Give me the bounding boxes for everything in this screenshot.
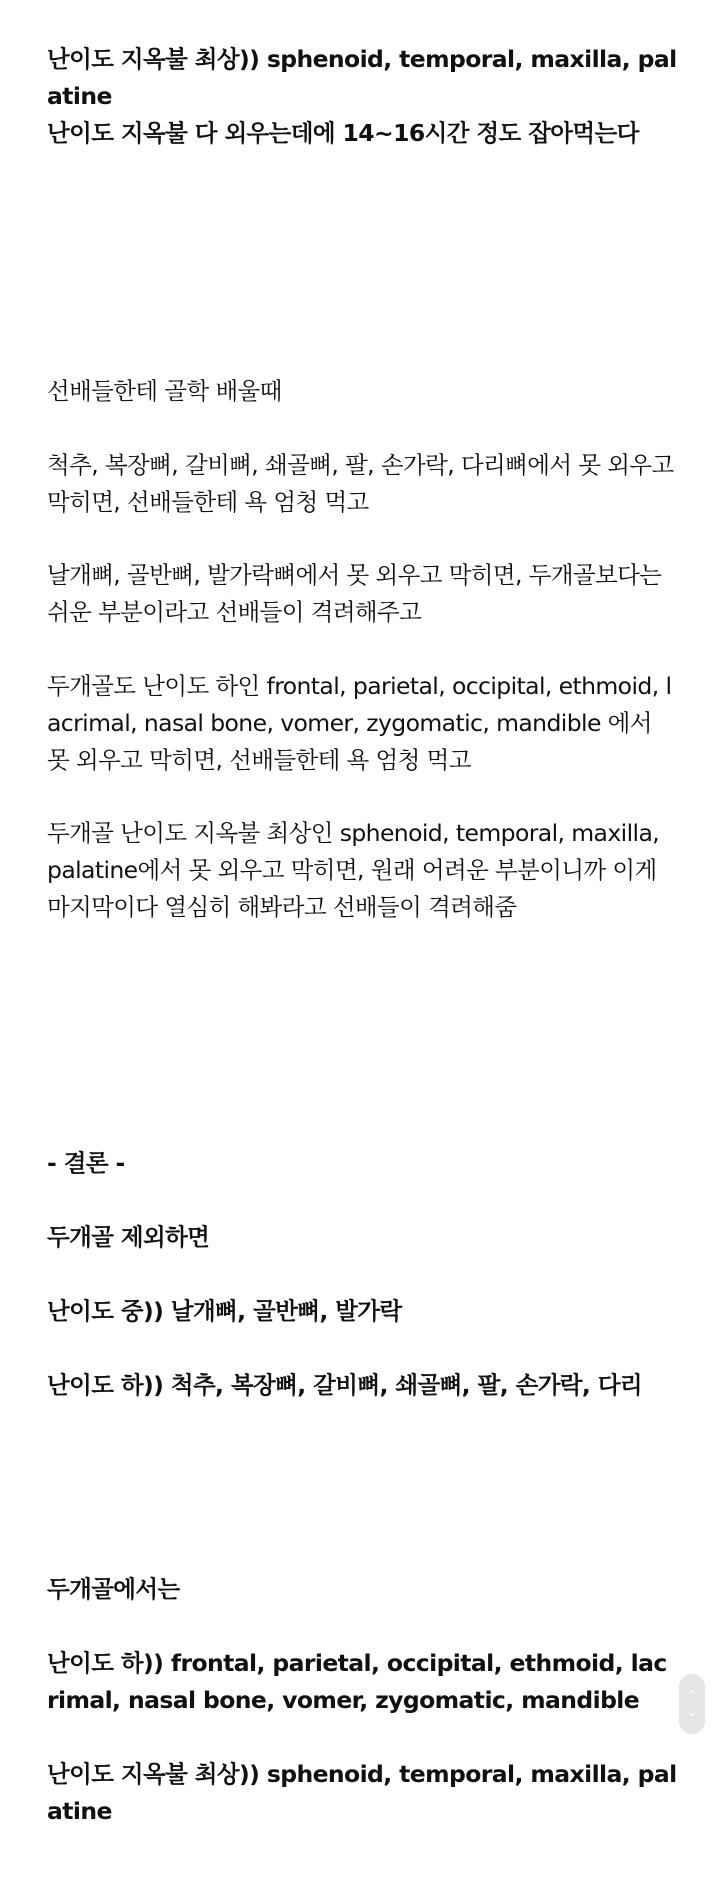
paragraph-time-spent: 난이도 지옥불 다 외우는데에 14~16시간 정도 잡아먹는다: [47, 119, 639, 147]
paragraph-skull-hell-top: 난이도 지옥불 최상)) sphenoid, temporal, maxilla, palatine: [47, 1760, 677, 1825]
paragraph-scapula-encouraged: 날개뼈, 골반뼈, 발가락뼈에서 못 외우고 막히면, 두개골보다는 쉬운 부분이라고 선배들이 격려해주고: [47, 561, 662, 626]
paragraph-senior-intro: 선배들한테 골학 배울때: [47, 377, 282, 405]
conclusion-heading: - 결론 -: [47, 1149, 125, 1177]
paragraph-spine-scolded: 척추, 복장뼈, 갈비뼈, 쇄골뼈, 팔, 손가락, 다리뼈에서 못 외우고 막히면, 선배들한테 욕 엄청 먹고: [47, 451, 674, 516]
paragraph-difficulty-low: 난이도 하)) 척추, 복장뼈, 갈비뼈, 쇄골뼈, 팔, 손가락, 다리: [47, 1371, 643, 1399]
paragraph-excluding-skull: 두개골 제외하면: [47, 1223, 210, 1251]
paragraph-skull-easy-scolded: 두개골도 난이도 하인 frontal, parietal, occipital, ethmoid, lacrimal, nasal bone, vomer, zygomatic, mandible 에서 못 외우고 막히면, 선배들한테 욕 엄청 먹고: [47, 672, 672, 774]
scroll-controls: [679, 1674, 705, 1734]
paragraph-in-skull: 두개골에서는: [47, 1575, 180, 1603]
paragraph-skull-low: 난이도 하)) frontal, parietal, occipital, ethmoid, lacrimal, nasal bone, vomer, zygomatic, mandible: [47, 1649, 667, 1714]
chevron-up-icon[interactable]: ⌃: [686, 1688, 698, 1704]
paragraph-difficulty-hell-top: 난이도 지옥불 최상)) sphenoid, temporal, maxilla, palatine: [47, 45, 677, 110]
paragraph-skull-hard-encouraged: 두개골 난이도 지옥불 최상인 sphenoid, temporal, maxilla, palatine에서 못 외우고 막히면, 원래 어려운 부분이니까 이게 마지막이다 열심히 해봐라고 선배들이 격려해줌: [47, 819, 660, 921]
chevron-down-icon[interactable]: ⌄: [686, 1704, 698, 1720]
paragraph-difficulty-medium: 난이도 중)) 날개뼈, 골반뼈, 발가락: [47, 1297, 402, 1325]
